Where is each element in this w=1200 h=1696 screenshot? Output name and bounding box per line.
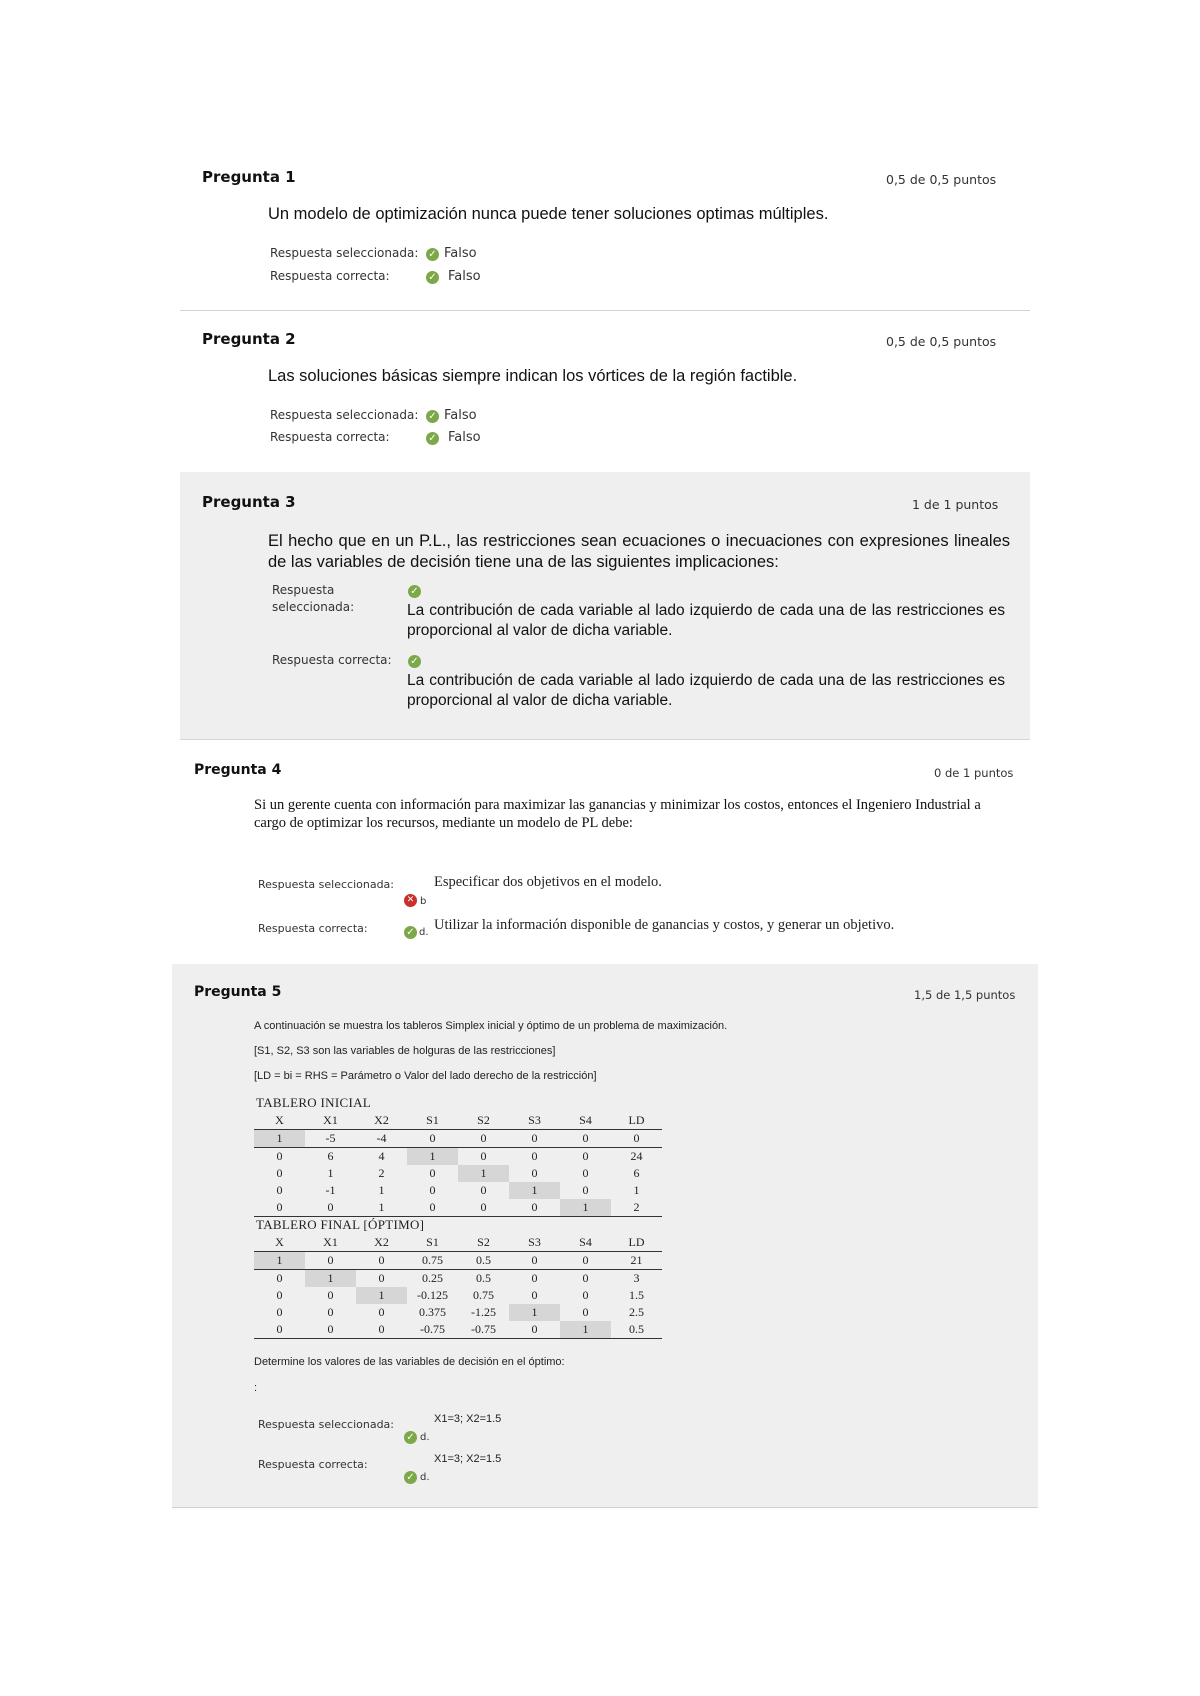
table-cell: 0.5 <box>476 1271 491 1285</box>
question-3 <box>180 472 1030 740</box>
column-header: S2 <box>458 1234 509 1252</box>
column-header: X <box>254 1112 305 1130</box>
table-cell: 1.5 <box>629 1288 644 1302</box>
table-cell: 0.5 <box>611 1321 662 1339</box>
question-prompt: Determine los valores de las variables de decisión en el óptimo: <box>254 1356 565 1368</box>
column-header: S3 <box>509 1112 560 1130</box>
intro-line: A continuación se muestra los tableros Simplex inicial y óptimo de un problema de maximización. <box>254 1020 728 1032</box>
table-cell: 0 <box>429 1166 436 1180</box>
correct-check-icon: ✓ <box>426 271 439 284</box>
table-cell: 0 <box>582 1271 589 1285</box>
table-cell: 0 <box>327 1288 334 1302</box>
question-text: Un modelo de optimización nunca puede tener soluciones optimas múltiples. <box>268 205 829 223</box>
question-text: El hecho que en un P.L., las restricciones sean ecuaciones o inecuaciones con expresiones lineales de las variables de decisión tiene una de las siguientes implicaciones: <box>268 532 1010 571</box>
selected-answer-value: Falso <box>444 246 477 261</box>
question-5 <box>172 964 1038 1508</box>
question-text: Si un gerente cuenta con información para maximizar las ganancias y minimizar los costos, entonces el Ingeniero Industrial a cargo de optimizar los recursos, mediante un modelo de PL debe: <box>254 797 981 831</box>
correct-answer-label: Respuesta correcta: <box>258 922 368 935</box>
correct-check-icon: ✓ <box>426 410 439 423</box>
column-header: S3 <box>509 1234 560 1252</box>
table-cell: 1 <box>356 1287 407 1304</box>
table-cell: 0 <box>531 1149 538 1163</box>
correct-check-icon: ✓ <box>408 585 421 598</box>
table-cell: -0.75 <box>458 1321 509 1339</box>
table-row <box>254 1321 662 1339</box>
column-header: S4 <box>560 1234 611 1252</box>
table-cell: -1.25 <box>471 1305 496 1319</box>
selected-answer-label: Respuesta seleccionada: <box>270 408 419 422</box>
table-cell: 1 <box>254 1130 305 1148</box>
question-points: 0,5 de 0,5 puntos <box>886 334 997 349</box>
table-cell: 1 <box>560 1321 611 1339</box>
table-cell: -0.75 <box>407 1321 458 1339</box>
table-row <box>254 1252 662 1270</box>
correct-answer-value: Utilizar la información disponible de ganancias y costos, y generar un objetivo. <box>434 917 895 933</box>
table-cell: 0 <box>254 1199 305 1217</box>
table-row <box>254 1148 662 1166</box>
table-cell: 4 <box>378 1149 385 1163</box>
table-cell: -1 <box>325 1183 336 1197</box>
column-header: S1 <box>407 1234 458 1252</box>
table-cell: 0.75 <box>473 1288 494 1302</box>
table-cell: 0.5 <box>458 1252 509 1270</box>
initial-simplex-table <box>254 1112 662 1217</box>
table-cell: -0.125 <box>417 1288 448 1302</box>
table-cell: 0 <box>378 1271 385 1285</box>
question-points: 1,5 de 1,5 puntos <box>914 988 1016 1002</box>
table-cell: 0 <box>429 1183 436 1197</box>
table-cell: 0 <box>276 1166 283 1180</box>
intro-line: [S1, S2, S3 son las variables de holguras de las restricciones] <box>254 1045 556 1057</box>
correct-answer-value: La contribución de cada variable al lado izquierdo de cada una de las restricciones es proporcional al valor de dicha variable. <box>407 672 1005 709</box>
selected-answer-label <box>272 582 354 616</box>
table-cell: 0 <box>509 1199 560 1217</box>
question-1 <box>180 160 1030 310</box>
table-cell: 1 <box>458 1165 509 1182</box>
question-points: 0,5 de 0,5 puntos <box>886 172 997 187</box>
table-cell: 0 <box>560 1252 611 1270</box>
correct-check-icon: ✓ <box>426 432 439 445</box>
column-header: X <box>254 1234 305 1252</box>
table-cell: 0 <box>560 1130 611 1148</box>
correct-check-icon: ✓ <box>404 926 417 939</box>
table-cell: 1 <box>254 1252 305 1270</box>
table-cell: 3 <box>633 1271 640 1285</box>
question-title: Pregunta 1 <box>202 168 296 186</box>
table-cell: 0 <box>327 1305 334 1319</box>
column-header: X2 <box>356 1112 407 1130</box>
selected-answer-label: Respuesta seleccionada: <box>258 878 394 891</box>
selected-answer-value: X1=3; X2=1.5 <box>434 1413 502 1425</box>
selected-answer-value: La contribución de cada variable al lado izquierdo de cada una de las restricciones es proporcional al valor de dicha variable. <box>407 602 1005 639</box>
question-title: Pregunta 3 <box>202 493 296 511</box>
correct-check-icon: ✓ <box>426 248 439 261</box>
column-header: X2 <box>356 1234 407 1252</box>
table-row <box>254 1130 662 1148</box>
table-cell: 0 <box>582 1149 589 1163</box>
table-row <box>254 1182 662 1199</box>
table-cell: 1 <box>378 1183 385 1197</box>
table-row <box>254 1165 662 1182</box>
table-row <box>254 1270 662 1288</box>
table-cell: 0.375 <box>419 1305 446 1319</box>
correct-answer-value: Falso <box>448 430 481 445</box>
table-cell: 0 <box>509 1321 560 1339</box>
table-cell: 0 <box>531 1288 538 1302</box>
selected-answer-value: Falso <box>444 408 477 423</box>
column-header: S4 <box>560 1112 611 1130</box>
table-cell: 1 <box>560 1199 611 1217</box>
correct-check-icon: ✓ <box>408 655 421 668</box>
table-cell: 0 <box>276 1149 283 1163</box>
table-cell: -4 <box>356 1130 407 1148</box>
selected-answer-label: Respuesta seleccionada: <box>270 246 419 260</box>
table-cell: -5 <box>305 1130 356 1148</box>
table-cell: 1 <box>509 1182 560 1199</box>
incorrect-x-icon: ✕ <box>404 894 417 907</box>
table-cell: 0 <box>582 1288 589 1302</box>
selected-answer-label-line: Respuesta <box>272 583 335 597</box>
question-points: 0 de 1 puntos <box>934 766 1014 780</box>
table-cell: 0 <box>305 1199 356 1217</box>
question-4 <box>172 742 1032 964</box>
table-cell: 0 <box>276 1305 283 1319</box>
table-cell: 0 <box>378 1305 385 1319</box>
selected-answer-letter: b <box>420 896 427 907</box>
correct-check-icon: ✓ <box>404 1471 417 1484</box>
column-header: X1 <box>305 1112 356 1130</box>
table-cell: 0.75 <box>407 1252 458 1270</box>
table-title: TABLERO INICIAL <box>256 1095 372 1110</box>
table-cell: 0 <box>458 1199 509 1217</box>
question-title: Pregunta 4 <box>194 762 282 778</box>
table-cell: 0 <box>276 1288 283 1302</box>
column-header: X1 <box>305 1234 356 1252</box>
table-cell: 0 <box>407 1130 458 1148</box>
table-cell: 0 <box>407 1199 458 1217</box>
correct-answer-value: X1=3; X2=1.5 <box>434 1453 502 1465</box>
table-cell: 0 <box>305 1252 356 1270</box>
table-cell: 0 <box>480 1149 487 1163</box>
correct-check-icon: ✓ <box>404 1431 417 1444</box>
table-cell: 0 <box>509 1252 560 1270</box>
question-2 <box>180 320 1030 470</box>
table-cell: 0 <box>531 1166 538 1180</box>
table-cell: 21 <box>611 1252 662 1270</box>
correct-answer-value: Falso <box>448 269 481 284</box>
correct-answer-letter: d. <box>419 927 429 938</box>
question-title: Pregunta 5 <box>194 984 282 1000</box>
table-cell: 1 <box>356 1199 407 1217</box>
table-cell: 0 <box>480 1183 487 1197</box>
correct-answer-label: Respuesta correcta: <box>270 430 390 444</box>
divider <box>180 310 1030 311</box>
table-cell: 0 <box>531 1271 538 1285</box>
table-cell: 0 <box>611 1130 662 1148</box>
table-cell: 0.25 <box>422 1271 443 1285</box>
table-cell: 6 <box>327 1149 334 1163</box>
column-header: S1 <box>407 1112 458 1130</box>
table-cell: 0 <box>582 1183 589 1197</box>
table-cell: 2 <box>611 1199 662 1217</box>
table-header-row <box>254 1112 662 1130</box>
table-cell: 1 <box>633 1183 640 1197</box>
column-header: LD <box>611 1112 662 1130</box>
correct-answer-label: Respuesta correcta: <box>272 653 392 667</box>
selected-answer-label-line: seleccionada: <box>272 600 355 614</box>
table-header-row <box>254 1234 662 1252</box>
column-header: LD <box>611 1234 662 1252</box>
table-cell: 1 <box>305 1270 356 1288</box>
question-text: Las soluciones básicas siempre indican los vórtices de la región factible. <box>268 367 798 385</box>
table-cell: 0 <box>582 1305 589 1319</box>
question-title: Pregunta 2 <box>202 330 296 348</box>
table-cell: 6 <box>633 1166 640 1180</box>
prompt-colon: : <box>254 1382 258 1394</box>
table-cell: 1 <box>407 1148 458 1166</box>
table-cell: 2.5 <box>629 1305 644 1319</box>
table-row <box>254 1199 662 1217</box>
table-cell: 2 <box>378 1166 385 1180</box>
table-cell: 24 <box>630 1149 643 1163</box>
table-cell: 0 <box>276 1183 283 1197</box>
selected-answer-label: Respuesta seleccionada: <box>258 1418 394 1431</box>
table-title: TABLERO FINAL [ÓPTIMO] <box>256 1217 425 1232</box>
table-cell: 1 <box>327 1166 334 1180</box>
table-cell: 0 <box>458 1130 509 1148</box>
table-cell: 0 <box>356 1321 407 1339</box>
table-row <box>254 1287 662 1304</box>
table-cell: 0 <box>582 1166 589 1180</box>
table-cell: 0 <box>254 1321 305 1339</box>
table-cell: 0 <box>276 1271 283 1285</box>
question-points: 1 de 1 puntos <box>912 497 999 512</box>
table-cell: 1 <box>509 1304 560 1321</box>
correct-answer-letter: d. <box>420 1472 430 1483</box>
table-cell: 0 <box>305 1321 356 1339</box>
table-cell: 0 <box>356 1252 407 1270</box>
correct-answer-label: Respuesta correcta: <box>270 269 390 283</box>
table-cell: 0 <box>509 1130 560 1148</box>
selected-answer-value: Especificar dos objetivos en el modelo. <box>434 874 662 890</box>
correct-answer-label: Respuesta correcta: <box>258 1458 368 1471</box>
table-row <box>254 1304 662 1321</box>
final-simplex-table <box>254 1234 662 1339</box>
intro-line: [LD = bi = RHS = Parámetro o Valor del lado derecho de la restricción] <box>254 1070 597 1082</box>
selected-answer-letter: d. <box>420 1432 430 1443</box>
column-header: S2 <box>458 1112 509 1130</box>
